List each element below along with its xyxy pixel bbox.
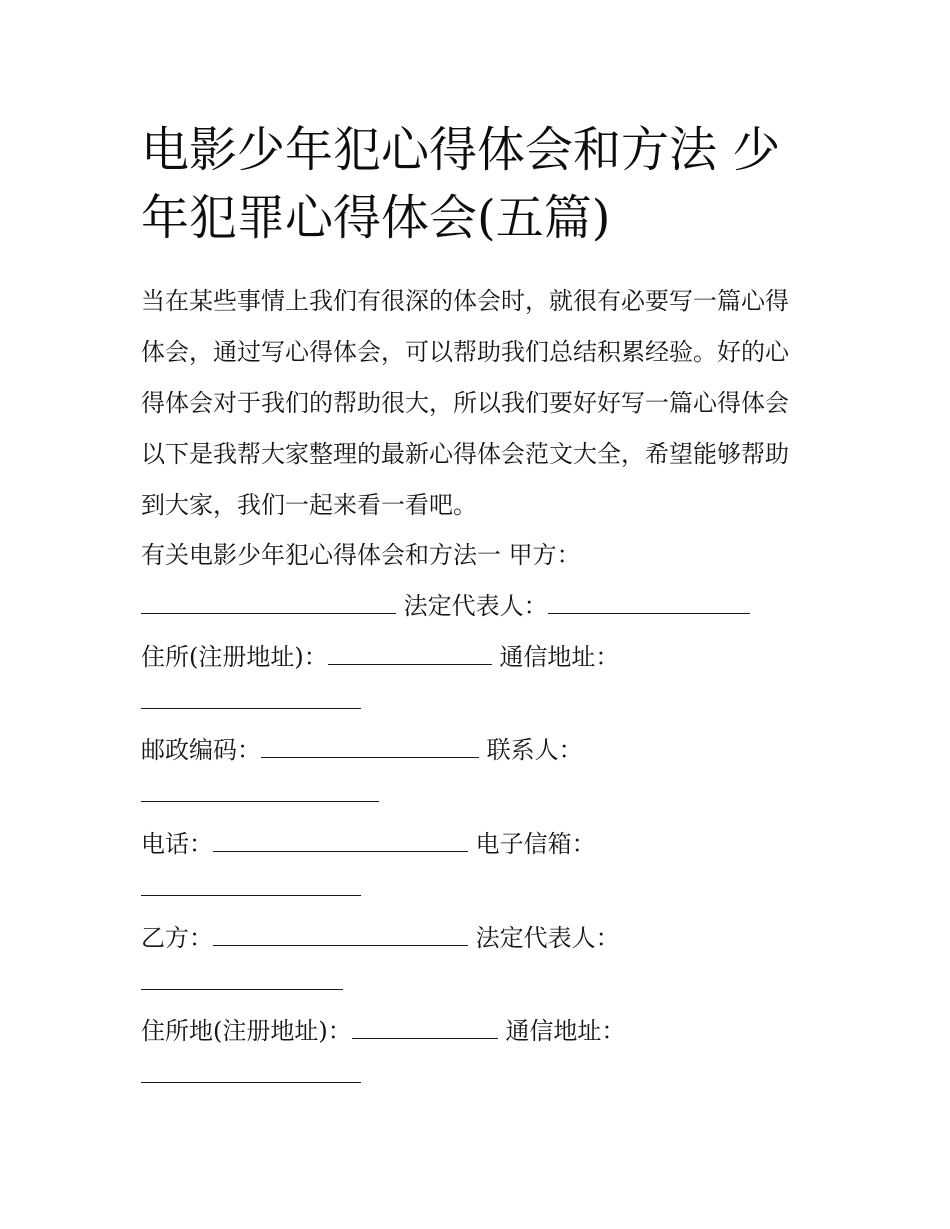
postal-code-blank[interactable]: [261, 735, 479, 758]
residence-row: [141, 642, 619, 672]
postal-code-row: [141, 735, 583, 765]
legal-rep-blank[interactable]: [548, 591, 750, 614]
party-a-name-blank[interactable]: [141, 591, 396, 614]
contact-person-row: [141, 779, 379, 809]
document-title: [141, 116, 831, 252]
residence-b-blank[interactable]: [352, 1016, 498, 1039]
legal-rep-b-label: 法定代表人：: [475, 924, 620, 952]
mail-address-label: 通信地址：: [499, 643, 620, 671]
legal-rep-b-blank[interactable]: [141, 967, 343, 990]
residence-label: 住所(注册地址)：: [141, 643, 328, 671]
mail-address-b-row: [141, 1060, 361, 1090]
intro-line-2: 体会，通过写心得体会，可以帮助我们总结积累经验。好的心: [141, 338, 789, 366]
title-line-2: 年犯罪心得体会(五篇): [141, 190, 611, 246]
email-blank[interactable]: [141, 873, 361, 896]
legal-rep-label: 法定代表人：: [403, 592, 548, 620]
phone-blank[interactable]: [213, 829, 468, 852]
intro-line-5: 到大家，我们一起来看一看吧。: [141, 491, 477, 519]
party-b-blank[interactable]: [213, 923, 468, 946]
party-b-row: [141, 923, 620, 953]
residence-blank[interactable]: [328, 642, 492, 665]
mail-address-blank[interactable]: [141, 686, 361, 709]
phone-label: 电话：: [141, 830, 213, 858]
party-b-label: 乙方：: [141, 924, 213, 952]
email-row: [141, 873, 361, 903]
contact-person-label: 联系人：: [486, 736, 583, 764]
mail-address-b-label: 通信地址：: [505, 1017, 626, 1045]
section-heading: 有关电影少年犯心得体会和方法一 甲方：: [141, 541, 581, 569]
intro-line-3: 得体会对于我们的帮助很大，所以我们要好好写一篇心得体会: [141, 389, 789, 417]
residence-b-label: 住所地(注册地址)：: [141, 1017, 352, 1045]
legal-rep-b-row: [141, 967, 343, 997]
phone-row: [141, 829, 596, 859]
email-label: 电子信箱：: [475, 830, 596, 858]
title-line-1: 电影少年犯心得体会和方法 少: [141, 122, 781, 178]
residence-b-row: [141, 1016, 625, 1046]
party-a-name-row: [141, 591, 750, 621]
mail-address-b-blank[interactable]: [141, 1060, 361, 1083]
postal-code-label: 邮政编码：: [141, 736, 261, 764]
intro-line-1: 当在某些事情上我们有很深的体会时，就很有必要写一篇心得: [141, 287, 789, 315]
contact-person-blank[interactable]: [141, 779, 379, 802]
mail-address-row: [141, 686, 361, 716]
intro-line-4: 以下是我帮大家整理的最新心得体会范文大全，希望能够帮助: [141, 440, 789, 468]
